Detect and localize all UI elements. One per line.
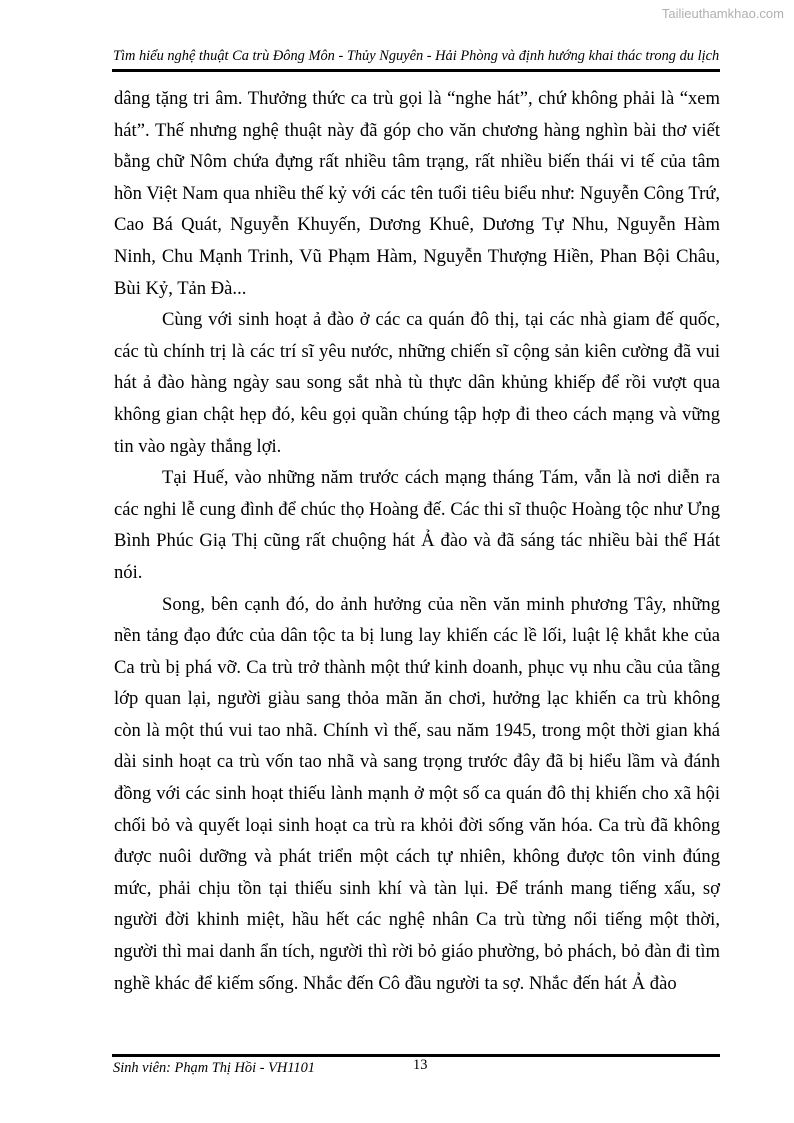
- watermark: Tailieuthamkhao.com: [661, 6, 784, 21]
- document-body: [114, 83, 720, 999]
- paragraph-1: dâng tặng tri âm. Thưởng thức ca trù gọi là “nghe hát”, chứ không phải là “xem hát”. Thế nhưng nghệ thuật này đã góp cho văn chương hàng nghìn bài thơ viết bằng chữ Nôm chứa đựng rất nhiều tâm trạng, rất nhiều biến thái vi tế của tâm hồn Việt Nam qua nhiều thế kỷ với các tên tuổi tiêu biểu như: Nguyễn Công Trứ, Cao Bá Quát, Nguyễn Khuyến, Dương Khuê, Dương Tự Nhu, Nguyễn Hàm Ninh, Chu Mạnh Trinh, Vũ Phạm Hàm, Nguyễn Thượng Hiền, Phan Bội Châu, Bùi Kỷ, Tản Đà...: [114, 88, 720, 299]
- page-number: 13: [413, 1057, 428, 1073]
- footer-author: Sinh viên: Phạm Thị Hồi - VH1101: [113, 1060, 315, 1076]
- paragraph-4: Song, bên cạnh đó, do ảnh hưởng của nền văn minh phương Tây, những nền tảng đạo đức của dân tộc ta bị lung lay khiến các lề lối, luật lệ khắt khe của Ca trù bị phá vỡ. Ca trù trở thành một thứ kinh doanh, phục vụ nhu cầu của tầng lớp quan lại, người giàu sang thỏa mãn ăn chơi, hưởng lạc khiến ca trù không còn là một thú vui tao nhã. Chính vì thế, sau năm 1945, trong một thời gian khá dài sinh hoạt ca trù vốn tao nhã và sang trọng trước đây đã bị hiểu lầm và đánh đồng với các sinh hoạt thiếu lành mạnh ở một số ca quán đô thị khiến cho xã hội chối bỏ và quyết loại sinh hoạt ca trù ra khỏi đời sống văn hóa. Ca trù đã không được nuôi dưỡng và phát triển một cách tự nhiên, không được tôn vinh đúng mức, phải chịu tồn tại thiếu sinh khí và tàn lụi. Để tránh mang tiếng xấu, sợ người đời khinh miệt, hầu hết các nghệ nhân Ca trù từng nổi tiếng một thời, người thì mai danh ẩn tích, người thì rời bỏ giáo phường, bỏ phách, bỏ đàn đi tìm nghề khác để kiếm sống. Nhắc đến Cô đầu người ta sợ. Nhắc đến hát Ả đào: [114, 593, 720, 994]
- header-rule: [112, 69, 720, 72]
- paragraph-2: Cùng với sinh hoạt ả đào ở các ca quán đô thị, tại các nhà giam đế quốc, các tù chính trị là các trí sĩ yêu nước, những chiến sĩ cộng sản kiên cường đã vui hát ả đào hàng ngày sau song sắt nhà tù thực dân khủng khiếp để rồi vượt qua không gian chật hẹp đó, kêu gọi quần chúng tập hợp đi theo cách mạng và vững tin vào ngày thắng lợi.: [114, 309, 720, 457]
- running-header-title: Tìm hiểu nghệ thuật Ca trù Đông Môn - Thủy Nguyên - Hải Phòng và định hướng khai thác trong du lịch: [113, 48, 720, 64]
- paragraph-3: Tại Huế, vào những năm trước cách mạng tháng Tám, vẫn là nơi diễn ra các nghi lễ cung đình để chúc thọ Hoàng đế. Các thi sĩ thuộc Hoàng tộc như Ưng Bình Phúc Giạ Thị cũng rất chuộng hát Ả đào và đã sáng tác nhiều bài thể Hát nói.: [114, 467, 720, 583]
